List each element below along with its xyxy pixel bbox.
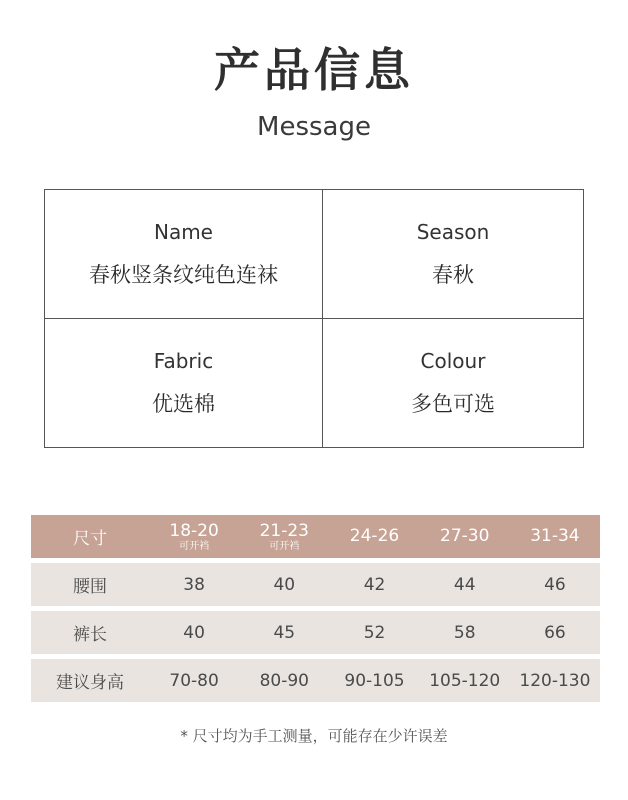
table-cell: 45 <box>273 622 296 643</box>
size-table <box>31 515 600 707</box>
size-column-header <box>149 522 239 552</box>
product-info-grid <box>44 189 584 448</box>
size-column-value: 27-30 <box>440 526 490 546</box>
colour-label: Colour <box>420 348 486 373</box>
table-row <box>31 611 600 654</box>
table-cell: 52 <box>363 622 386 643</box>
size-column-header <box>329 527 419 546</box>
table-cell: 80-90 <box>259 670 309 691</box>
size-column-note: 可开裆 <box>269 540 300 552</box>
table-cell: 44 <box>453 574 476 595</box>
info-cell-colour <box>323 319 583 448</box>
table-cell: 90-105 <box>344 670 405 691</box>
info-cell-season <box>323 190 583 319</box>
size-header-label: 尺寸 <box>73 529 107 549</box>
fabric-label: Fabric <box>153 348 214 373</box>
name-value: 春秋竖条纹纯色连袜 <box>89 262 278 287</box>
colour-value: 多色可选 <box>411 391 495 416</box>
table-cell: 38 <box>183 574 205 595</box>
size-column-value: 18-20 <box>169 520 219 541</box>
info-cell-fabric <box>45 319 323 448</box>
table-cell: 46 <box>544 574 566 595</box>
fabric-value: 优选棉 <box>152 391 215 416</box>
table-cell: 120-130 <box>519 670 591 691</box>
row-label: 建议身高 <box>56 673 124 693</box>
page-title: 产品信息 <box>214 43 414 97</box>
size-column-value: 24-26 <box>349 526 400 546</box>
name-label: Name <box>153 219 213 244</box>
measurement-footnote: * 尺寸均为手工测量，可能存在少许误差 <box>180 727 448 745</box>
table-cell: 40 <box>273 574 296 595</box>
table-row <box>31 659 600 702</box>
table-cell: 70-80 <box>169 670 219 691</box>
info-cell-name <box>45 190 323 319</box>
table-row <box>31 563 600 606</box>
size-column-value: 21-23 <box>259 520 309 541</box>
table-cell: 40 <box>183 622 205 643</box>
size-column-header <box>420 527 510 546</box>
size-table-header-row <box>31 515 600 558</box>
table-cell: 42 <box>363 574 386 595</box>
table-cell: 58 <box>453 622 476 643</box>
table-cell: 66 <box>544 622 566 643</box>
size-column-header <box>239 522 329 552</box>
row-label: 腰围 <box>73 577 107 597</box>
row-label: 裤长 <box>73 625 107 645</box>
table-cell: 105-120 <box>429 670 501 691</box>
season-label: Season <box>416 219 490 244</box>
size-column-note: 可开裆 <box>179 540 210 552</box>
season-value: 春秋 <box>432 262 474 287</box>
page-subtitle: Message <box>257 112 371 142</box>
size-column-header <box>510 527 600 546</box>
size-column-value: 31-34 <box>530 526 580 546</box>
